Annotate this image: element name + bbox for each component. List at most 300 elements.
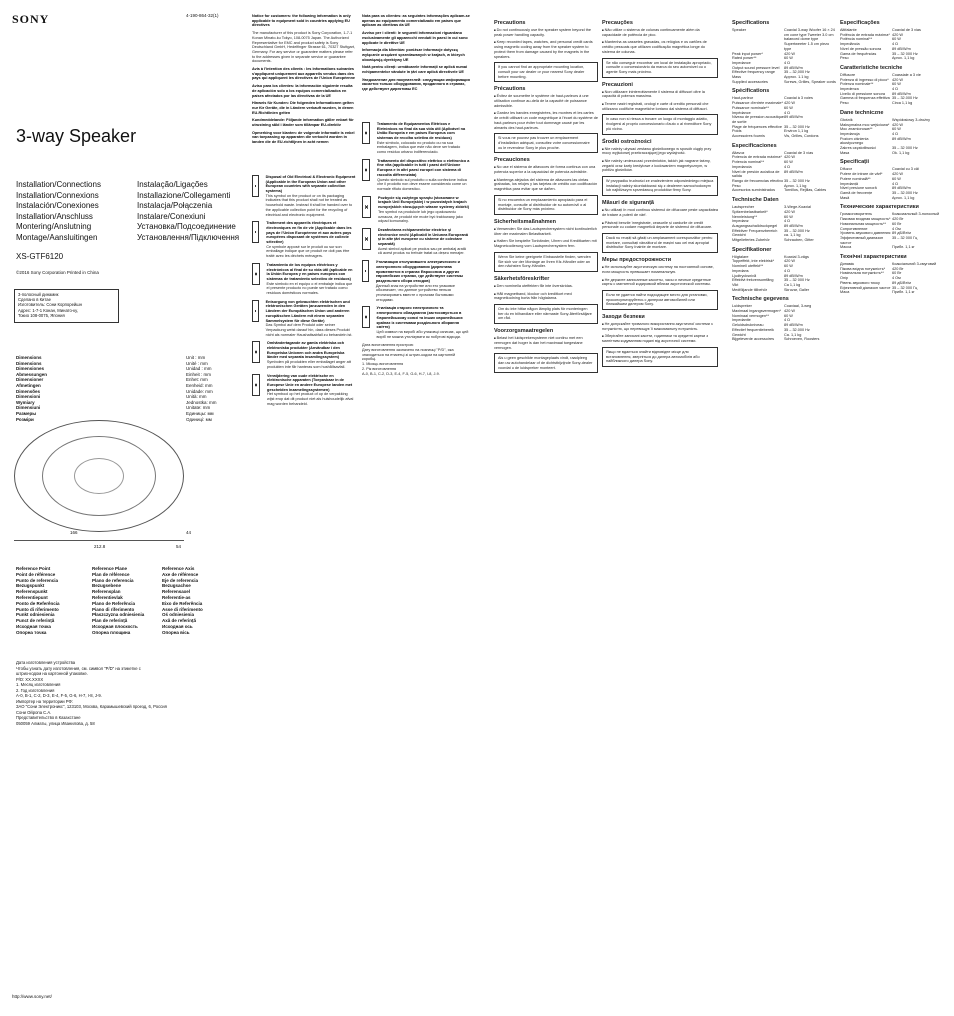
weee-entry xyxy=(252,263,356,296)
spec-key: Nennleistung** xyxy=(732,214,758,219)
reference-plane-label: Опорна площина xyxy=(92,629,131,635)
unit-label: Unidad : mm xyxy=(186,366,212,372)
spec-value: 89 dB/W/m xyxy=(892,91,911,96)
unit-label: Einheit : mm xyxy=(186,371,212,377)
spec-value: Approx. 1.1 kg xyxy=(784,75,809,80)
spec-key: Impedanță xyxy=(840,181,858,186)
spec-value: Прибл. 1,1 кг xyxy=(892,245,915,250)
spec-value: 60 W xyxy=(892,82,901,87)
notice-heading-nl: Opmerking voor klanten: de volgende informatie is enkel van toepassing op apparaten die verkocht worden in landen die de EU-richtlijnen in acht nemen xyxy=(252,130,355,145)
reference-axis-label: Eje de referencia xyxy=(162,577,199,583)
precaution-item: ■ Halten Sie bespielte Tonbänder, Uhren und Kreditkarten mit Magnetcodierung vom Lautsprechersystem fern. xyxy=(494,239,598,248)
spec-key: Accesorios suministrados xyxy=(732,188,776,193)
spec-value: Coaxial de 3 vias xyxy=(892,28,921,32)
language-label: Instalação/Ligações xyxy=(137,180,208,189)
spec-value: 60 Вт xyxy=(892,271,902,276)
spec-value: 60 W xyxy=(784,264,793,269)
spec-value: 35 – 32 000 Hz xyxy=(784,124,810,129)
info-line: 1. Месяц изготовления xyxy=(16,682,61,687)
spec-key: Lautsprecher xyxy=(732,205,755,210)
notice-heading-es: Aviso para los clientes: la información siguiente resulta de aplicación solo a los equipos comercializados en países afectados por las directivas de la UE xyxy=(252,84,353,98)
info-line: P/D: XX.XXXX xyxy=(16,676,44,682)
notice-box: Wenn Sie keine geeignete Einbaustelle finden, wenden Sie sich vor der Montage an Ihren Kfz-Händler oder an den nächsten Sony-Händler. xyxy=(494,252,598,272)
model-number: XS-GTF6120 xyxy=(16,252,64,261)
spec-value: 89 dB/W/m xyxy=(784,223,803,228)
column-3 xyxy=(362,14,470,1009)
dimension-value-3: 54 xyxy=(176,544,182,549)
spec-key: Putere nominală** xyxy=(840,176,871,181)
weee-body: Este símbolo, colocado no produto ou na sua embalagem, indica que este não deve ser tratado como resíduo urbano indiferenciado. xyxy=(376,140,461,155)
document-number: 4-190-864-32(1) xyxy=(186,13,219,18)
crossed-bin-icon xyxy=(362,122,370,144)
reference-plane-label: Plano de Referência xyxy=(92,600,136,606)
spec-value: 89 dB/W/m xyxy=(892,46,911,51)
section-heading: Заходи безпеки xyxy=(602,314,645,321)
spec-value: Coaxial de 3 vías xyxy=(784,150,814,155)
spec-value: 60 Вт xyxy=(892,221,902,226)
spec-key: Effectief frequentiebereik xyxy=(732,327,774,332)
dimensions-label: Dimensiones xyxy=(16,366,45,372)
reference-axis-label: Исходная ось xyxy=(162,623,193,629)
reference-plane-label: Referentievlak xyxy=(92,594,123,600)
weee-list xyxy=(362,122,470,340)
precaution-item: ■ Den nominella uteffekten får inte överskridas. xyxy=(494,284,598,289)
dimensions-label: Dimensioni xyxy=(16,394,41,400)
spec-value: Coaxiaal, 3-weg xyxy=(784,304,812,309)
notice-box: Якщо не вдається знайти відповідне місце для встановлення, зверніться до дилера автомобілів або найближчого дилера Sony. xyxy=(602,347,718,367)
spec-value: 4 Ω xyxy=(784,60,791,65)
spec-key: Rango de frecuencias efectivo xyxy=(732,178,784,183)
spec-value: Ok. 1,1 kg xyxy=(892,150,910,155)
info-line: Представительство в Казахстане xyxy=(16,715,81,720)
spec-key: Livello di pressione sonora xyxy=(840,91,885,96)
spec-value: 420 W xyxy=(784,209,795,214)
weee-body: Acest simbol aplicat pe produs sau pe ambalaj arată că acest produs nu trebuie tratat ca deșeu menajer. xyxy=(377,246,466,256)
weee-body: Ten symbol na produkcie lub jego opakowaniu oznacza, że produkt nie może być traktowany jako odpad komunalny. xyxy=(378,209,463,224)
spec-key: Gewicht xyxy=(732,233,746,238)
specifications-heading: Technische Daten xyxy=(732,197,779,204)
dimension-value-2: 212.8 xyxy=(94,544,106,549)
spec-value: 420 W xyxy=(892,172,903,177)
spec-row xyxy=(840,245,946,250)
spec-key: Effektiver Frequenzbereich xyxy=(732,228,778,233)
spec-key: Gamă de frecvențe xyxy=(840,190,873,195)
weee-list xyxy=(252,175,356,407)
info-line: Чтобы узнать дату изготовления, см. символ "P/D" на этикетке с xyxy=(16,665,141,671)
section-heading: Precauzioni xyxy=(602,81,633,88)
specifications-heading: Caratteristiche tecniche xyxy=(840,64,903,71)
section-heading: Säkerhetsföreskrifter xyxy=(494,275,550,282)
spec-value: 35 – 32.000 Hz xyxy=(784,228,810,233)
spec-value: 420 W xyxy=(784,101,795,106)
spec-key: Medföljande tillbehör xyxy=(732,287,768,292)
weee-body: This symbol on the product or on its packaging indicates that this product shall not be treated as household waste. Instead it shall be handed over to the applicable collection point for the recycling of electrical and electronic equipment. xyxy=(265,193,353,217)
spec-value: Environ 1,1 kg xyxy=(784,129,809,134)
precaution-item: ■ Gardez les bandes enregistrées, les montres et les cartes de crédit utilisant un code magnétique à l'écart du système de haut-parleurs pour éviter tout dommage causé par les aimants des haut-parleurs. xyxy=(494,111,598,130)
weee-entry xyxy=(252,175,356,217)
dimension-line xyxy=(14,540,184,541)
spec-value: 60 W xyxy=(784,56,793,61)
reference-point-label: Referenspunkt xyxy=(16,589,48,595)
weee-entry xyxy=(252,341,356,369)
spec-key: Ausgangsschalldruckpegel xyxy=(732,223,778,228)
spec-key: Impedancia xyxy=(732,164,752,169)
crossed-bin-icon xyxy=(252,221,259,243)
spec-row xyxy=(840,196,946,201)
spec-value: 60 W xyxy=(784,313,793,318)
weee-entry xyxy=(252,300,356,338)
dimensions-label: Afmetingen xyxy=(16,382,41,388)
spec-value: 35 – 32,000 Hz xyxy=(784,70,810,75)
info-line: Изготовитель: Сони Корпорейшн xyxy=(18,302,82,308)
spec-key: Supplied accessories xyxy=(732,79,768,84)
reference-point-label: Punkt odniesienia xyxy=(16,612,55,618)
spec-key: Пиковая входная мощность* xyxy=(840,217,891,222)
spec-value: 89 dB/W/m xyxy=(892,186,911,191)
unit-label: Unità: mm xyxy=(186,394,207,400)
language-label: Installation/Connections xyxy=(16,180,101,189)
language-label: Installation/Connexions xyxy=(16,190,99,200)
spec-key: Maximaal ingangsvermogen* xyxy=(732,309,781,314)
spec-row xyxy=(732,134,836,139)
unit-label: Одиниці: мм xyxy=(186,416,212,422)
spec-row xyxy=(732,337,836,342)
spec-key: Altavoz xyxy=(732,150,745,155)
spec-key: Putere de intrare de vârf* xyxy=(840,172,883,177)
dimensions-label: Wymiary xyxy=(16,399,35,405)
reference-point-label: Исходная точка xyxy=(16,623,51,629)
precaution-item: ■ Nu utilizați în mod continuu sistemul de difuzoare peste capacitatea de tratare a puterii de vârf. xyxy=(602,208,718,217)
weee-heading: Trattamento del dispositivo elettrico o elettronico a fine vita (applicabile in tutti i paesi dell'Unione Europea e in altri paesi europei con sistema di raccolta differenziata) xyxy=(377,158,470,177)
spec-key: Уровень звукового давления xyxy=(840,231,891,236)
unit-label: Jednostka: mm xyxy=(186,399,217,405)
spec-key: Luidspreker xyxy=(732,304,752,309)
reference-point-label: Punto di riferimento xyxy=(16,606,59,612)
notice-box: W przypadku trudności ze znalezieniem odpowiedniego miejsca instalacji należy skontaktować się z dealerem samochodowym lub najbliższym sprzedawcą produktów firmy Sony. xyxy=(602,176,718,196)
spec-value: Schrauben, Gitter xyxy=(784,238,814,243)
info-line: штрих-кодом на картонной упаковке. xyxy=(16,671,88,676)
dimensions-label: Dimensões xyxy=(16,388,41,394)
reference-plane-label: Bezugsebene xyxy=(92,583,122,589)
reference-point-label: Ponto de Referência xyxy=(16,600,60,606)
weee-heading: Omhändertagande av gamla elektriska och elektroniska produkter (Användbar i den Europeiska Unionen och andra Europeiska länder med separata insamlingssystem) xyxy=(266,341,345,360)
spec-value: 89 dB/W/m xyxy=(784,323,803,328)
reference-plane-label: Plan de référence xyxy=(92,571,130,577)
spec-row xyxy=(840,151,946,156)
spec-key: Niveau de pression acoustique de sortie xyxy=(732,115,784,124)
spec-value: Aprox. 1,1 kg xyxy=(784,183,807,188)
spec-key: Potencia nominal** xyxy=(732,160,765,165)
dimension-value-4: 44 xyxy=(186,530,192,535)
language-label: Installazione/Collegamenti xyxy=(137,190,231,200)
crossed-bin-icon xyxy=(362,228,371,250)
reference-point-label: Опорна точка xyxy=(16,629,47,635)
spec-key: Altifalante xyxy=(840,28,857,32)
spec-key: Spitzenbelastbarkeit* xyxy=(732,209,768,214)
section-heading: Precautions xyxy=(494,20,526,26)
dimensions-label: Розміри xyxy=(16,416,34,422)
spec-value: 89 dB/W/m xyxy=(892,136,911,141)
info-line: 1. Місяць виготовлення xyxy=(362,362,404,367)
spec-value: Aprox. 1,1 kg xyxy=(892,56,915,61)
spec-key: Puissance d'entrée maximale* xyxy=(732,101,783,106)
weee-text xyxy=(266,175,356,217)
precaution-item: ■ Не допускайте тривалого використання акустичної системи з потужністю, що перевищує її максимальну потужність. xyxy=(602,322,718,331)
crossed-bin-icon xyxy=(362,159,370,181)
weee-text xyxy=(266,300,356,338)
info-line: A-0, B-1, C-2, D-3, E-4, F-5, G-6, H-7, I-8, J-9. xyxy=(362,371,440,376)
spec-key: Poids xyxy=(732,129,742,134)
russian-info-box xyxy=(14,289,119,323)
spec-key: Impedanz xyxy=(732,219,749,224)
precaution-item: ■ Belast het luidsprekersysteem niet continu met een vermogen dat hoger is dan het maximaal toegestane vermogen. xyxy=(494,336,598,350)
spec-key: Effektivt frekvensomfång xyxy=(732,278,774,283)
page-title: 3-way Speaker xyxy=(16,126,137,146)
spec-value: 420 W xyxy=(784,155,795,160)
spec-key: Moc znamionowa** xyxy=(840,127,873,132)
manufacture-date-info xyxy=(16,660,167,726)
spec-key: Difuzor xyxy=(840,167,853,172)
spec-value: 4 Ω xyxy=(784,164,791,169)
spec-key: Номинальная мощность** xyxy=(840,221,886,226)
reference-plane-label: Referensplan xyxy=(92,589,121,595)
weee-body: Questo simbolo sul prodotto o sulla confezione indica che il prodotto non deve essere considerato come un normale rifiuto domestico. xyxy=(377,177,467,191)
spec-value: Coaxial cu 3 căi xyxy=(892,167,919,172)
spec-value: Coaxial 3-way Woofer 16 × 24 cm cone type Tweeter 3.0 cm balanced dome type Supertweeter 1.5 cm piezo type xyxy=(784,28,835,51)
unit-label: Unité : mm xyxy=(186,360,208,366)
spec-value: Ca. 1,1 kg xyxy=(784,332,802,337)
spec-row xyxy=(732,115,836,124)
reference-axis-label: Referentie-as xyxy=(162,594,191,600)
section-heading: Précautions xyxy=(494,86,526,93)
weee-body: Данный знак на устройстве или его упаковке обозначает, что данное устройство нельзя утилизировать вместе с прочими бытовыми отходами. xyxy=(375,283,455,302)
crossed-bin-icon xyxy=(362,260,369,282)
spec-value: 4 Ω xyxy=(784,110,791,115)
dimensions-label: Dimensions xyxy=(16,355,42,360)
spec-value: 89 дБ/Вт/м xyxy=(892,280,911,285)
spec-key: Potência nominal** xyxy=(840,37,873,42)
precaution-item: ■ Nie należy używać zestawu głośnikowego w sposób ciągły przy mocy wyjściowej przekraczającej jego wydajność. xyxy=(602,147,718,156)
spec-key: Gamma di frequenza effettiva xyxy=(840,96,890,101)
spec-key: Nominaal vermogen** xyxy=(732,313,769,318)
reference-point-label: Bezugspunkt xyxy=(16,583,45,589)
spec-value: Screws, Grilles, Speaker cords xyxy=(784,79,836,84)
language-label: Instalación/Conexiones xyxy=(16,201,99,210)
spec-value: 420 W xyxy=(784,51,795,56)
spec-value: Aprox. 1,1 kg xyxy=(892,195,915,200)
sony-logo: SONY xyxy=(12,12,50,26)
ukrainian-date-info xyxy=(362,343,470,376)
spec-key: Peso xyxy=(840,101,849,106)
spec-value: Прибл. 1,1 кг xyxy=(892,290,915,295)
column-precautions-1 xyxy=(494,16,598,656)
spec-value: 4 Ω xyxy=(892,181,899,186)
spec-row xyxy=(732,238,836,243)
info-line: Дату виготовлення зазначено на позначці "P/D", яка знаходиться на етикетці зі штрих-кодом на картонній коробці. xyxy=(362,348,456,362)
spec-key: Zakres częstotliwości xyxy=(840,146,876,151)
spec-value: 35 – 32 000 Гц xyxy=(892,235,918,240)
spec-key: Ефективний діапазон частот xyxy=(840,285,891,290)
spec-value: Circa 1,1 kg xyxy=(892,101,913,106)
spec-key: Ljudtrycksnivå xyxy=(732,273,757,278)
info-line: 2. Рік виготовлення xyxy=(362,366,397,371)
notice-heading-ru: Уведомление для покупателей: следующая информация касается только оборудования, проданного в странах, где действуют директивы ЕС xyxy=(362,77,470,92)
spec-key: Номінальна потужність** xyxy=(840,271,884,276)
spec-value: Ca 1,1 kg xyxy=(784,282,801,287)
spec-value: Koaxial 3-vägs xyxy=(784,254,809,259)
dimensions-label: Abmessungen xyxy=(16,371,48,377)
weee-text xyxy=(266,221,356,259)
weee-entry xyxy=(252,221,356,259)
precaution-item: ■ Păstrați benzile înregistrate, ceasurile și cardurile de credit personale cu codare magnetică departe de sistemul de difuzoare. xyxy=(602,221,718,230)
notice-box: Dacă nu reușiți să găsiți un amplasament corespunzător pentru montare, consultați vânzătorul de mașini sau cel mai apropiat distribuitor Sony înainte de montare. xyxy=(602,233,718,253)
spec-key: Mitgeliefertes Zubehör xyxy=(732,238,770,243)
reference-axis-label: Bezugsachse xyxy=(162,583,191,589)
specifications-heading: Технічні характеристики xyxy=(840,254,907,261)
weee-entry xyxy=(362,260,470,302)
spec-key: Plage de fréquences effective xyxy=(732,124,782,129)
weee-body: Das Symbol auf dem Produkt oder seiner Verpackung weist darauf hin, dass dieses Produkt nicht als normaler Haushaltsabfall zu behandeln ist. xyxy=(265,323,353,337)
spec-key: Speaker xyxy=(732,28,747,32)
spec-key: Impedans xyxy=(732,268,749,273)
precaution-item: ■ Не используйте акустическую систему на постоянной основе, если мощность превышает номинальную. xyxy=(602,265,718,274)
specifications-heading: Технические характеристики xyxy=(840,204,919,211)
info-line: Импортер на территории РФ: xyxy=(16,698,73,704)
spec-value: 89 дБ/Вт/м xyxy=(892,231,911,236)
info-line: 3-полосный динамик xyxy=(18,292,59,297)
spec-key: Effective frequency range xyxy=(732,70,775,75)
spec-value: 89 dB/W/m xyxy=(784,115,803,120)
reference-point-label: Reference Point xyxy=(16,566,51,571)
weee-heading: Утилизация отслужившего электрического и электронного оборудования (директива применяется в странах Евросоюза и других европейских странах, где действуют системы раздельного сбора отходов) xyxy=(375,260,463,283)
spec-key: Динамік xyxy=(840,262,855,267)
spec-value: 35 – 32 000 Hz xyxy=(784,278,810,283)
spec-key: Impedantie xyxy=(732,318,751,323)
language-label: Instalacja/Połączenia xyxy=(137,201,213,210)
spec-key: Maksymalna moc wejściowa* xyxy=(840,122,890,127)
weee-body: Este símbolo en el equipo o el embalaje indica que el presente producto no puede ser tratado como residuos domésticos normales. xyxy=(266,281,353,296)
spec-value: 420 Вт xyxy=(892,217,904,222)
dimensions-label: Dimensioner xyxy=(16,377,44,383)
spec-key: Gewicht xyxy=(732,332,746,337)
specifications-heading: Technische gegevens xyxy=(732,296,789,303)
weee-text xyxy=(267,341,356,369)
sony-url[interactable]: http://www.sony.net/ xyxy=(12,994,52,999)
spec-row xyxy=(732,288,836,293)
spec-key: Toppeffekt, inte elektrisk* xyxy=(732,259,775,264)
precaution-item: ■ Зберігайте записані касети, годинники та кредитні картки з магнітним кодуванням подалі від акустичної системи. xyxy=(602,334,718,343)
notice-heading-pl: Informacja dla klientów: poniższe informacje dotyczą wyłącznie urządzeń sprzedawanych w krajach, w których obowiązują dyrektywy UE xyxy=(362,48,465,62)
reference-axis-label: Eixo de Referência xyxy=(162,600,203,606)
info-line: Дата изготовления устройства xyxy=(16,660,76,665)
reference-axis-label: Asse di riferimento xyxy=(162,606,203,612)
spec-row xyxy=(732,188,836,193)
reference-axis-label: Axă de referință xyxy=(162,618,197,624)
weee-heading: Disposal of Old Electrical & Electronic Equipment (Applicable in the European Union and other European countries with separate collection systems) xyxy=(265,174,356,193)
notice-heading-it: Avviso per i clienti: le seguenti informazioni riguardano esclusivamente gli apparecchi venduti in paesi in cui sono applicate le direttive UE xyxy=(362,31,468,45)
weee-body: Цей символ на виробі або упаковці означає, що цей виріб не можна утилізувати як побутові відходи. xyxy=(376,329,469,339)
spec-value: 420 W xyxy=(892,122,903,127)
spec-value: 60 W xyxy=(784,160,793,165)
spec-key: Nivel presiune sonoră xyxy=(840,186,877,191)
section-heading: Sicherheitsmaßnahmen xyxy=(494,218,557,225)
weee-body: Symbolen på produkten eller emballaget anger att produkten inte får hanteras som hushållsavfall. xyxy=(266,360,351,369)
weee-body: Het symbool op het product of op de verpakking wijst erop dat dit product niet als huishoudelijk afval mag worden behandeld. xyxy=(267,392,354,406)
spec-key: Haut-parleur xyxy=(732,96,754,101)
weee-text xyxy=(267,263,356,296)
spec-row xyxy=(732,80,836,85)
column-specifications-1 xyxy=(732,16,836,716)
notice-box: Om du inte hittar någon lämplig plats för monteringen ber du en bilhandlare eller närmaste Sony-återförsäljare om råd. xyxy=(494,304,598,324)
unit-label: Unitate: mm xyxy=(186,405,211,411)
reference-point-label: Point de référence xyxy=(16,571,56,577)
weee-body: Ce symbole apposé sur le produit ou sur son emballage indique que ce produit ne doit pas être traité avec les déchets ménagers. xyxy=(266,244,350,259)
precaution-item: ■ Mantenha as cassetes gravadas, os relógios e os cartões de crédito pessoais que utilizam codificação magnética longe do sistema de colunas. xyxy=(602,40,718,54)
section-heading: Środki ostrożności xyxy=(602,138,652,145)
crossed-bin-icon xyxy=(252,175,259,197)
spec-value: 60 W xyxy=(892,37,901,42)
crossed-bin-icon xyxy=(252,263,260,285)
specifications-heading: Especificaciones xyxy=(732,142,777,149)
precaution-item: ■ Tenere nastri registrati, orologi e carte di credito personali che utilizzano codifiche magnetiche lontano dal sistema di diffusori. xyxy=(602,102,718,111)
precaution-item: ■ Nie należy umieszczać przedmiotów, takich jak nagrane taśmy, zegarki oraz karty kredytowe z kodowaniem magnetycznym, w pobliżu głośników. xyxy=(602,159,718,173)
weee-text xyxy=(378,228,470,256)
precaution-item: ■ Évitez de soumettre le système de haut-parleurs à une utilisation continue au-delà de la capacité de puissance admissible. xyxy=(494,94,598,108)
reference-axis-label: Referensaxel xyxy=(162,589,191,595)
info-line: 2. Год изготовления xyxy=(16,687,55,693)
spec-value: 89 dB/W/m xyxy=(784,65,803,70)
spec-key: Nivel de presión acústica de salida xyxy=(732,169,780,179)
reference-plane-label: Plano de referencia xyxy=(92,577,134,583)
crossed-bin-icon xyxy=(362,196,371,218)
section-heading: Precauciones xyxy=(494,157,530,164)
notice-heading-sv: Kundmeddelande: Följande information gäller enbart för utrustning såld i länder som tillämpar EU-direktiv xyxy=(252,118,354,128)
spec-key: Peso xyxy=(840,56,849,61)
info-line: Адрес: 1-7-1 Конан, Минато-ку, xyxy=(18,307,78,313)
notice-box: Als u geen geschikte montageplaats vindt, raadpleeg dan uw autohandelaar of de dichtstbijzijnde Sony-dealer voordat u de luidspreker monteert. xyxy=(494,353,598,373)
spec-key: Vikt xyxy=(732,282,739,287)
spec-value: 89 dB/W/m xyxy=(784,169,803,174)
spec-value: Skruvar, Galler xyxy=(784,287,810,292)
spec-key: Эффективный диапазон частот xyxy=(840,235,884,245)
spec-key: Diffusore xyxy=(840,72,856,77)
crossed-bin-icon xyxy=(362,306,370,328)
dimensions-label: Размеры xyxy=(16,410,37,416)
spec-key: Potencia de entrada máxima* xyxy=(732,155,782,160)
spec-value: 420 W xyxy=(784,259,795,264)
specifications-heading: Specificații xyxy=(840,159,870,166)
specifications-heading: Especificações xyxy=(840,20,880,26)
spec-value: 420 Вт xyxy=(892,266,904,271)
reference-plane-label: Piano di riferimento xyxy=(92,606,135,612)
section-heading: Voorzorgsmaatregelen xyxy=(494,328,554,335)
spec-key: Högtalare xyxy=(732,254,749,259)
spec-key: Impedance xyxy=(732,60,751,65)
spec-key: Poziom ciśnienia akustycznego xyxy=(840,136,869,146)
specifications-heading: Spécifications xyxy=(732,88,770,95)
languages-right xyxy=(137,180,239,243)
unit-label: Unidade: mm xyxy=(186,388,213,394)
spec-key: Impédance xyxy=(732,110,751,115)
spec-row xyxy=(840,290,946,295)
weee-heading: Traitement des appareils électriques et électroniques en fin de vie (Applicable dans les pays de l'Union Européenne et aux autres pays européens disposant de systèmes de collecte sélective) xyxy=(266,221,352,245)
dimension-value-1: 166 xyxy=(70,530,78,535)
spec-key: Mass xyxy=(732,75,742,80)
spec-value: 4 Ω xyxy=(892,42,899,47)
spec-value: 35 – 32 000 Hz xyxy=(892,51,918,56)
weee-text xyxy=(377,122,470,155)
language-label: Installation/Anschluss xyxy=(16,211,93,221)
